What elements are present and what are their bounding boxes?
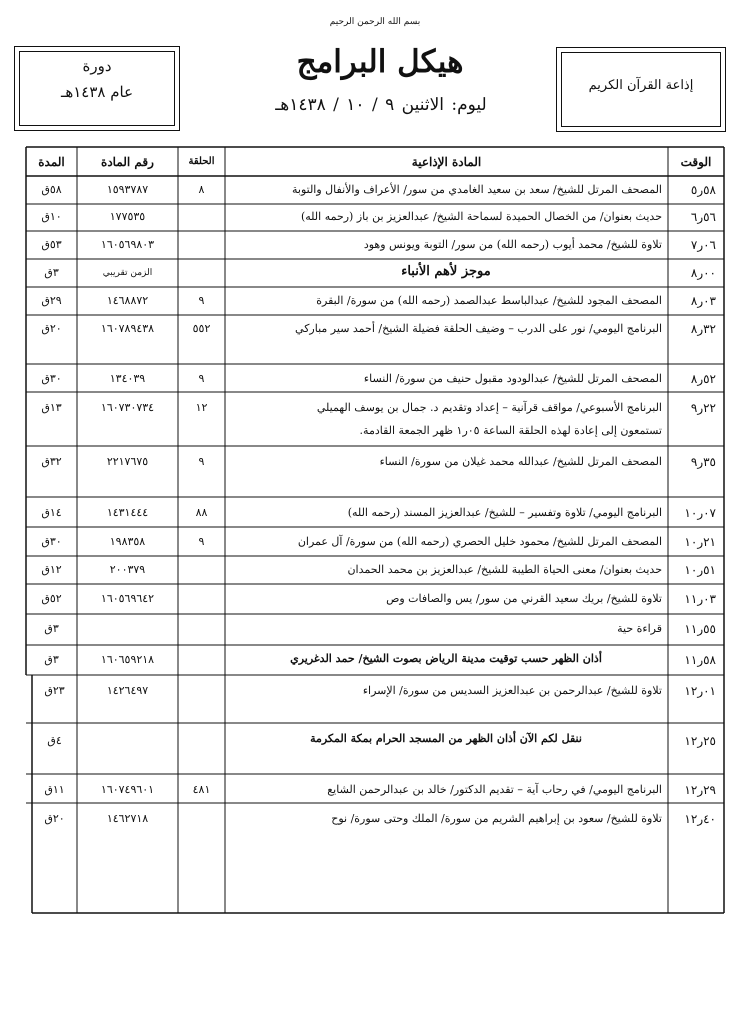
row-duration: ٣ق — [44, 266, 59, 279]
row-duration: ١٠ق — [41, 210, 62, 223]
row-material: المصحف المرتل للشيخ/ عبدالله محمد غيلان من سورة/ النساء — [379, 455, 662, 468]
row-material-no: ١٦٠٧٨٩٤٣٨ — [100, 322, 155, 335]
col-header-material: المادة الإذاعية — [411, 155, 482, 169]
row-material: تلاوة للشيخ/ عبدالرحمن بن عبدالعزيز السديس من سورة/ الإسراء — [362, 684, 662, 697]
row-material-no: ١٤٢٦٤٩٧ — [106, 684, 149, 697]
date-line: ليوم: الاثنين ٩ / ١٠ / ١٤٣٨هـ — [275, 95, 487, 115]
row-time: ٢٩ر١٢ — [684, 783, 716, 797]
row-material: المصحف المرتل للشيخ/ سعد بن سعيد الغامدي من سور/ الأعراف والأنفال والتوبة — [291, 183, 662, 196]
session-box — [14, 46, 180, 131]
radio-name-box — [556, 47, 726, 132]
row-duration: ٣٠ق — [41, 535, 62, 548]
row-duration: ٢٣ق — [44, 684, 65, 697]
row-episode: ١٢ — [195, 401, 208, 414]
row-episode: ٨ — [198, 183, 205, 196]
row-duration: ١٤ق — [41, 506, 62, 519]
row-episode: ٤٨١ — [192, 783, 211, 796]
row-time: ٠١ر١٢ — [684, 684, 716, 698]
row-time: ٢٥ر١٢ — [684, 734, 716, 748]
row-material-note: تستمعون إلى إعادة لهذه الحلقة الساعة ٠٥ر١ ظهر الجمعة القادمة. — [359, 424, 662, 437]
row-material-no: ١٧٧٥٣٥ — [109, 210, 146, 223]
row-material-no: الزمن تقريبي — [102, 268, 153, 278]
row-time: ٥٦ر٦ — [690, 210, 716, 224]
row-time: ٥٨ر١١ — [684, 653, 716, 667]
row-time: ٠٣ر٨ — [690, 294, 716, 308]
row-material: حديث بعنوان/ معنى الحياة الطيبة للشيخ/ عبدالعزيز بن محمد الحمدان — [347, 563, 662, 576]
row-duration: ٣ق — [44, 622, 59, 635]
session-year: عام ١٤٣٨هـ — [60, 83, 134, 101]
row-duration: ٢٠ق — [44, 812, 65, 825]
row-material: البرنامج اليومي/ نور على الدرب – وضيف الحلقة فضيلة الشيخ/ أحمد سير مباركي — [295, 322, 662, 335]
row-material-no: ١٩٨٣٥٨ — [109, 535, 146, 548]
row-material: تلاوة للشيخ/ سعود بن إبراهيم الشريم من سورة/ الملك وحتى سورة/ نوح — [331, 812, 662, 825]
row-material: موجز لأهم الأنباء — [401, 264, 491, 279]
row-material: البرنامج الأسبوعي/ مواقف قرآنية – إعداد وتقديم د. جمال بن يوسف الهميلي — [316, 401, 662, 414]
row-material: تلاوة للشيخ/ بريك سعيد القرني من سور/ يس والصافات وص — [386, 592, 662, 605]
row-material: أذان الظهر حسب توقيت مدينة الرياض بصوت الشيخ/ حمد الدغريري — [290, 652, 602, 665]
row-duration: ٥٢ق — [41, 592, 62, 605]
row-material-no: ٢٢١٧٦٧٥ — [106, 455, 149, 468]
row-duration: ٥٨ق — [41, 183, 62, 196]
row-duration: ١٢ق — [41, 563, 62, 576]
row-material-no: ٢٠٠٣٧٩ — [109, 563, 146, 576]
row-material-no: ١٥٩٣٧٨٧ — [106, 183, 149, 196]
row-time: ٠٧ر١٠ — [684, 506, 716, 520]
row-material-no: ١٤٣١٤٤٤ — [106, 506, 149, 519]
row-episode: ٥٥٢ — [192, 322, 211, 335]
row-material: قراءة حية — [617, 622, 662, 635]
row-material: ننقل لكم الآن أذان الظهر من المسجد الحرام بمكة المكرمة — [310, 732, 582, 745]
row-time: ٣٢ر٨ — [690, 322, 716, 336]
row-time: ٥٨ر٥ — [690, 183, 716, 197]
row-time: ٥١ر١٠ — [684, 563, 716, 577]
row-material-no: ١٤٦٨٨٧٢ — [106, 294, 149, 307]
session-label: دورة — [82, 57, 112, 75]
row-time: ٢١ر١٠ — [684, 535, 716, 549]
row-duration: ٣ق — [44, 653, 59, 666]
row-material-no: ١٦٠٥٦٩٦٤٢ — [100, 592, 155, 605]
row-material: المصحف المرتل للشيخ/ محمود خليل الحصري (رحمه الله) من سورة/ آل عمران — [297, 535, 662, 548]
row-duration: ٢٠ق — [41, 322, 62, 335]
row-material: البرنامج اليومي/ في رحاب آية – تقديم الدكتور/ خالد بن عبدالرحمن الشايع — [327, 783, 662, 796]
row-material-no: ١٦٠٦٥٩٢١٨ — [100, 653, 155, 666]
row-material-no: ١٤٦٢٧١٨ — [106, 812, 149, 825]
row-episode: ٩ — [198, 535, 205, 548]
row-time: ٠٦ر٧ — [690, 238, 716, 252]
row-duration: ٣٠ق — [41, 372, 62, 385]
row-episode: ٩ — [198, 372, 205, 385]
row-duration: ١١ق — [44, 783, 65, 796]
row-duration: ٣٢ق — [41, 455, 62, 468]
page-title: هيكل البرامج — [296, 44, 464, 80]
row-material: المصحف المرتل للشيخ/ عبدالودود مقبول حنيف من سورة/ النساء — [363, 372, 662, 385]
row-duration: ٥٣ق — [41, 238, 62, 251]
row-time: ٥٥ر١١ — [684, 622, 716, 636]
col-header-episode: الحلقة — [188, 156, 215, 167]
row-duration: ١٣ق — [41, 401, 62, 414]
row-material: تلاوة للشيخ/ محمد أيوب (رحمه الله) من سور/ التوبة ويونس وهود — [363, 238, 662, 251]
row-episode: ٨٨ — [195, 506, 208, 519]
col-header-material-no: رقم المادة — [101, 155, 154, 169]
basmala: بسم الله الرحمن الرحيم — [329, 17, 421, 27]
row-time: ٣٥ر٩ — [690, 455, 716, 469]
row-time: ٤٠ر١٢ — [684, 812, 716, 826]
row-material-no: ١٦٠٧٣٠٧٣٤ — [100, 401, 155, 414]
row-time: ٢٢ر٩ — [690, 401, 716, 415]
row-time: ٥٢ر٨ — [690, 372, 716, 386]
col-header-duration: المدة — [38, 155, 65, 169]
row-episode: ٩ — [198, 455, 205, 468]
row-material-no: ١٦٠٥٦٩٨٠٣ — [100, 238, 155, 251]
row-material-no: ١٣٤٠٣٩ — [109, 372, 146, 385]
row-material: المصحف المجود للشيخ/ عبدالباسط عبدالصمد (رحمه الله) من سورة/ البقرة — [316, 294, 662, 307]
row-material: حديث بعنوان/ من الخصال الحميدة لسماحة الشيخ/ عبدالعزيز بن باز (رحمه الله) — [300, 210, 662, 223]
radio-name: إذاعة القرآن الكريم — [588, 78, 694, 93]
row-episode: ٩ — [198, 294, 205, 307]
col-header-time: الوقت — [680, 155, 712, 169]
row-material-no: ١٦٠٧٤٩٦٠١ — [100, 783, 155, 796]
row-duration: ٤ق — [47, 734, 62, 747]
row-time: ٠٠ر٨ — [690, 266, 716, 280]
row-material: البرنامج اليومي/ تلاوة وتفسير – للشيخ/ عبدالعزيز المسند (رحمه الله) — [347, 506, 662, 519]
row-duration: ٢٩ق — [41, 294, 62, 307]
row-time: ٠٣ر١١ — [684, 592, 716, 606]
